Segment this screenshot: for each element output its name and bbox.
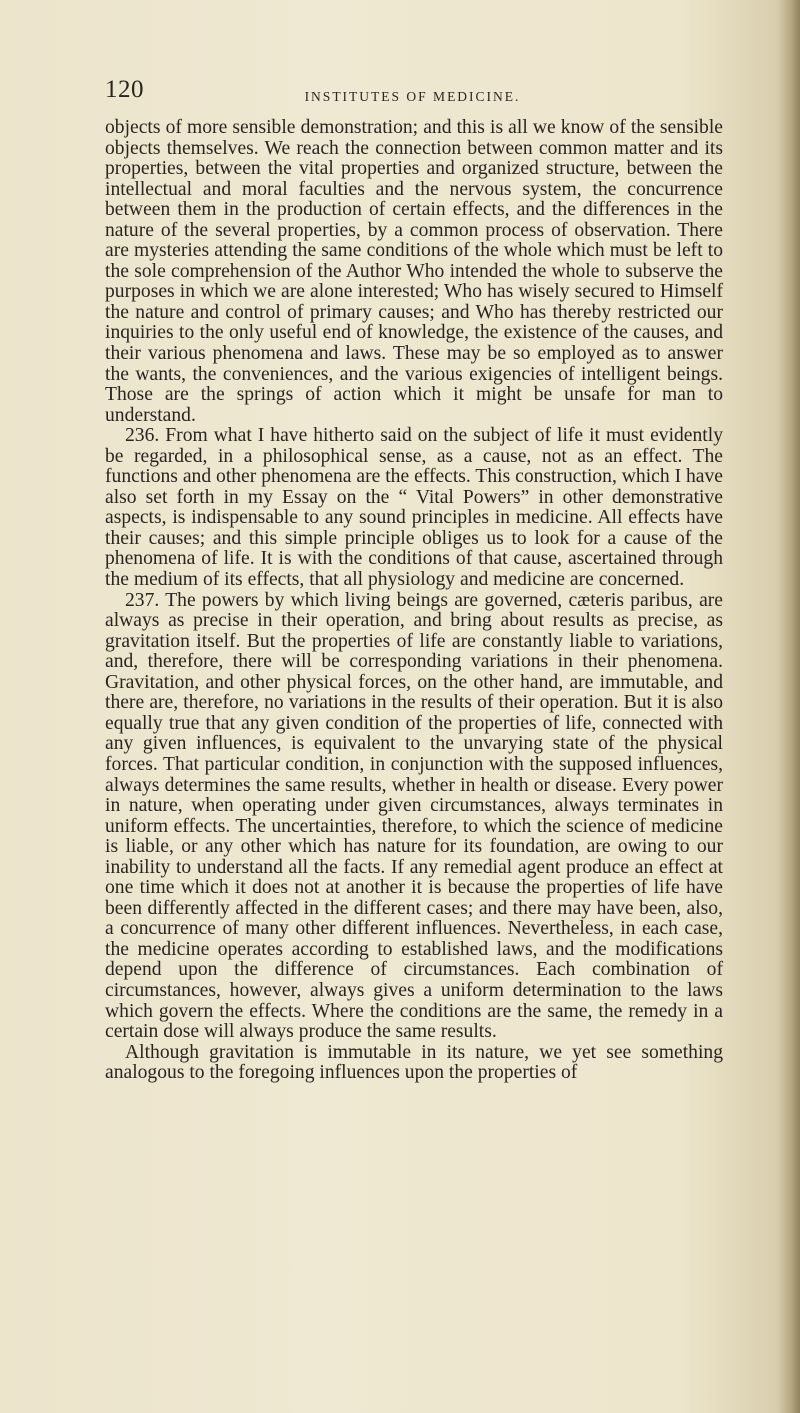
page-header (105, 76, 720, 110)
paragraph-237: 237. The powers by which living beings are governed, cæteris paribus, are always as precise in their operation, and bring about results as precise, as gravitation itself. But the properties of life are constantly liable to variations, and, therefore, there will be corresponding variations in their phenomena. Gravitation, and other physical forces, on the other hand, are immutable, and there are, therefore, no variations in the results of their operation. But it is also equally true that any given condition of the properties of life, connected with any given influences, is equivalent to the unvarying state of the physical forces. That particular condition, in conjunction with the supposed influences, always determines the same results, whether in health or disease. Every power in nature, when operating under given circumstances, always terminates in uniform effects. The uncertainties, therefore, to which the science of medicine is liable, or any other which has nature for its foundation, are owing to our inability to understand all the facts. If any remedial agent produce an effect at one time which it does not at another it is because the properties of life have been differently affected in the different cases; and there may have been, also, a concurrence of many other different influences. Nevertheless, in each case, the medicine operates according to established laws, and the modifications depend upon the difference of circumstances. Each combination of circumstances, however, always gives a uniform determination to the laws which govern the effects. Where the conditions are the same, the remedy in a certain dose will always produce the same results. (105, 589, 723, 1043)
body-text (105, 118, 723, 1084)
running-head: INSTITUTES OF MEDICINE. (304, 89, 521, 104)
paragraph-gravitation: Although gravitation is immutable in its nature, we yet see something analogous to the foregoing influences upon the properties of (105, 1041, 723, 1084)
page-edge-shadow (778, 0, 800, 1413)
paragraph-continuation: objects of more sensible demonstration; and this is all we know of the sensible objects themselves. We reach the connection between common matter and its properties, between the vital properties and organized structure, between the intellectual and moral faculties and the nervous system, the concurrence between them in the production of certain effects, and the differences in the nature of the several properties, by a common process of observation. There are mysteries attending the same conditions of the whole which must be left to the sole comprehension of the Author Who intended the whole to subserve the purposes in which we are alone interested; Who has wisely secured to Himself the nature and control of primary causes; and Who has thereby restricted our inquiries to the only useful end of knowledge, the existence of the causes, and their various phenomena and laws. These may be so employed as to answer the wants, the conveniences, and the various exigencies of intelligent beings. Those are the springs of action which it might be unsafe for man to understand. (105, 117, 723, 426)
page-number: 120 (105, 76, 144, 103)
paragraph-236: 236. From what I have hitherto said on the subject of life it must evidently be regarded, in a philosophical sense, as a cause, not as an effect. The functions and other phenomena are the effects. This construction, which I have also set forth in my Essay on the “ Vital Powers” in other demonstrative aspects, is indispensable to any sound principles in medicine. All effects have their causes; and this simple principle obliges us to look for a cause of the phenomena of life. It is with the conditions of that cause, ascertained through the medium of its effects, that all physiology and medicine are concerned. (105, 425, 723, 591)
